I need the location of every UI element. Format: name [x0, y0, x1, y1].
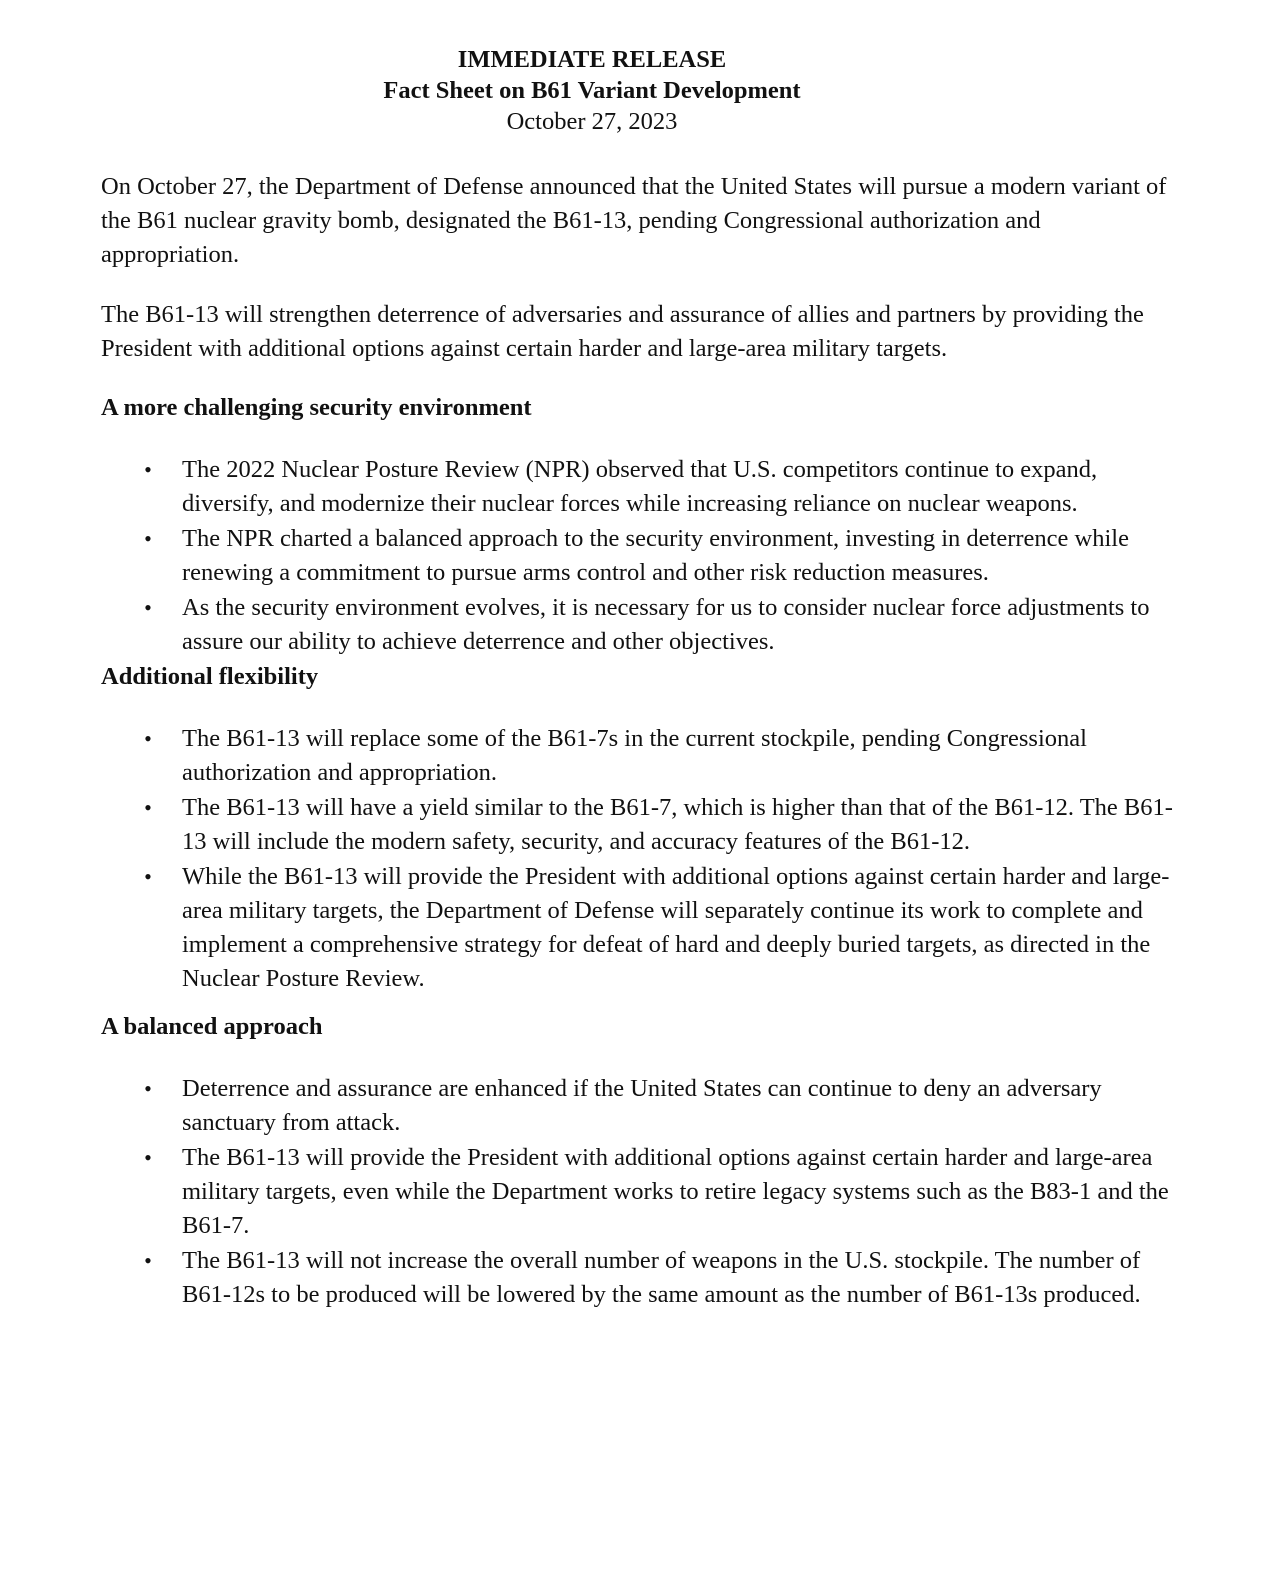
bullet-icon: •	[144, 726, 152, 751]
list-item-text: The B61-13 will provide the President with additional options against certain harder and large-area military targets, even while the Department works to retire legacy systems such as the B83-1 and the B61-7.	[182, 1144, 1169, 1239]
bullet-icon: •	[144, 1076, 152, 1101]
list-item-text: The B61-13 will replace some of the B61-7s in the current stockpile, pending Congressional authorization and appropriation.	[182, 725, 1087, 786]
release-label: IMMEDIATE RELEASE	[457, 46, 727, 73]
list-item-text: Deterrence and assurance are enhanced if the United States can continue to deny an adversary sanctuary from attack.	[182, 1075, 1102, 1136]
list-item	[101, 591, 1181, 659]
section-title-additional-flexibility: Additional flexibility	[101, 663, 319, 690]
bullet-list-security-environment	[101, 453, 1181, 659]
bullet-icon: •	[144, 595, 152, 620]
list-item-text: While the B61-13 will provide the President with additional options against certain harder and large-area military targets, the Department of Defense will separately continue its work to complete and implement a comprehensive strategy for defeat of hard and deeply buried targets, as directed in the Nuclear Posture Review.	[182, 863, 1170, 992]
document-page	[101, 44, 1181, 1313]
list-item-text: As the security environment evolves, it is necessary for us to consider nuclear force adjustments to assure our ability to achieve deterrence and other objectives.	[182, 594, 1150, 655]
list-item	[101, 522, 1181, 590]
document-title: Fact Sheet on B61 Variant Development	[383, 77, 801, 104]
intro-paragraph-1: On October 27, the Department of Defense announced that the United States will pursue a modern variant of the B61 nuclear gravity bomb, designated the B61-13, pending Congressional authorization and appropriation.	[101, 173, 1167, 268]
list-item-text: The B61-13 will have a yield similar to the B61-7, which is higher than that of the B61-12. The B61-13 will include the modern safety, security, and accuracy features of the B61-12.	[182, 794, 1173, 855]
section-title-balanced-approach: A balanced approach	[101, 1013, 323, 1040]
list-item-text: The B61-13 will not increase the overall number of weapons in the U.S. stockpile. The number of B61-12s to be produced will be lowered by the same amount as the number of B61-13s produced.	[182, 1247, 1141, 1308]
bullet-list-additional-flexibility	[101, 722, 1181, 996]
list-item	[101, 1141, 1181, 1243]
document-header	[61, 44, 1123, 137]
intro-paragraph-2: The B61-13 will strengthen deterrence of adversaries and assurance of allies and partners by providing the President with additional options against certain harder and large-area military targets.	[101, 301, 1144, 362]
list-item	[101, 860, 1181, 996]
list-item	[101, 453, 1181, 521]
bullet-icon: •	[144, 795, 152, 820]
list-item	[101, 1072, 1181, 1140]
list-item-text: The NPR charted a balanced approach to the security environment, investing in deterrence while renewing a commitment to pursue arms control and other risk reduction measures.	[182, 525, 1129, 586]
section-title-security-environment: A more challenging security environment	[101, 394, 532, 421]
bullet-icon: •	[144, 1145, 152, 1170]
bullet-icon: •	[144, 457, 152, 482]
list-item	[101, 791, 1181, 859]
bullet-icon: •	[144, 1248, 152, 1273]
list-item-text: The 2022 Nuclear Posture Review (NPR) observed that U.S. competitors continue to expand, diversify, and modernize their nuclear forces while increasing reliance on nuclear weapons.	[182, 456, 1098, 517]
bullet-list-balanced-approach	[101, 1072, 1181, 1312]
bullet-icon: •	[144, 864, 152, 889]
bullet-icon: •	[144, 526, 152, 551]
list-item	[101, 722, 1181, 790]
document-date: October 27, 2023	[506, 108, 678, 135]
list-item	[101, 1244, 1181, 1312]
